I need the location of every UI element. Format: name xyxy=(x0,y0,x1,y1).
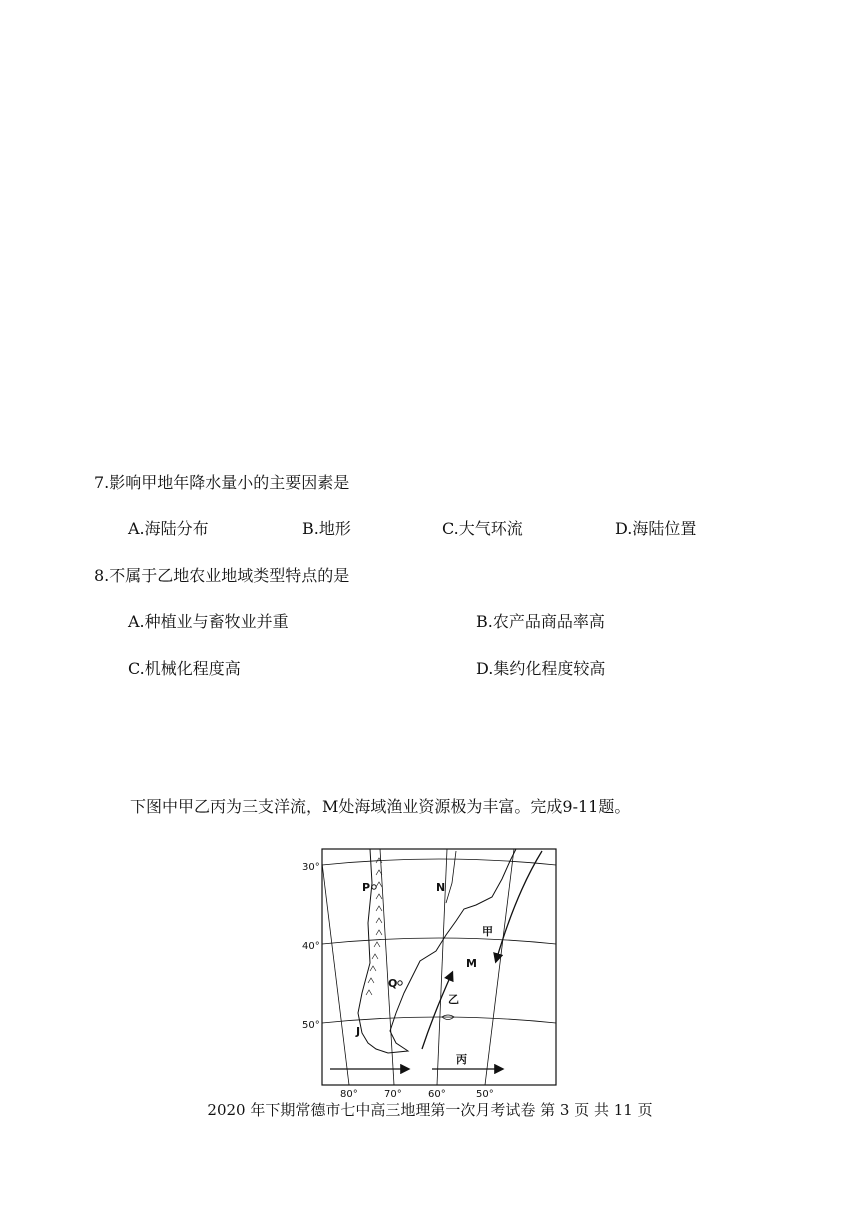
ocean-current-map xyxy=(296,843,562,1101)
question-8-option-b[interactable]: B.农产品商品率高 xyxy=(476,612,605,631)
question-8-option-a[interactable]: A.种植业与畜牧业并重 xyxy=(128,612,289,631)
lat-label-40: 40° xyxy=(302,941,320,952)
lon-label-50: 50° xyxy=(476,1089,494,1100)
question-7-option-b[interactable]: B.地形 xyxy=(302,519,351,538)
question-7-option-d[interactable]: D.海陆位置 xyxy=(615,519,697,538)
lon-label-80: 80° xyxy=(340,1089,358,1100)
lat-label-30: 30° xyxy=(302,862,320,873)
label-n: N xyxy=(436,881,446,894)
label-q: Q xyxy=(388,977,398,990)
lon-label-60: 60° xyxy=(428,1089,446,1100)
label-p: P xyxy=(362,881,371,894)
page-footer: 2020 年下期常德市七中高三地理第一次月考试卷 第 3 页 共 11 页 xyxy=(207,1101,653,1119)
map-intro-text: 下图中甲乙丙为三支洋流，M处海域渔业资源极为丰富。完成9-11题。 xyxy=(130,797,631,816)
question-8-option-d[interactable]: D.集约化程度较高 xyxy=(476,659,606,678)
label-bing: 丙 xyxy=(456,1053,467,1066)
question-7-option-c[interactable]: C.大气环流 xyxy=(442,519,523,538)
question-7-option-a[interactable]: A.海陆分布 xyxy=(128,519,209,538)
question-8-stem: 8.不属于乙地农业地域类型特点的是 xyxy=(94,566,350,585)
label-j: J xyxy=(356,1025,361,1038)
lon-label-70: 70° xyxy=(384,1089,402,1100)
lat-label-50: 50° xyxy=(302,1020,320,1031)
question-7-stem: 7.影响甲地年降水量小的主要因素是 xyxy=(94,473,350,492)
label-yi: 乙 xyxy=(448,993,459,1006)
label-m: M xyxy=(466,957,477,970)
question-8-option-c[interactable]: C.机械化程度高 xyxy=(128,659,241,678)
label-jia: 甲 xyxy=(482,925,493,938)
